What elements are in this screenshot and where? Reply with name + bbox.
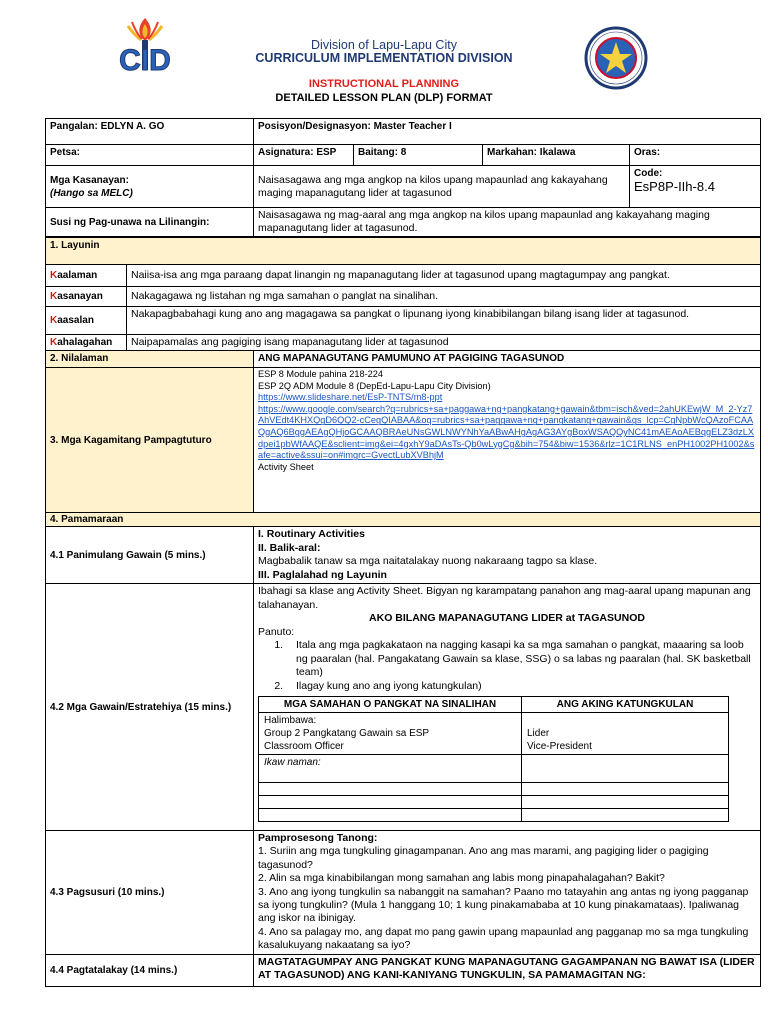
oras-cell: Oras: xyxy=(630,145,761,166)
melc-label: Mga Kasanayan: xyxy=(50,174,129,186)
melc-label-cell xyxy=(46,166,254,208)
pagsusuri-label: 4.3 Pagsusuri (10 mins.) xyxy=(46,831,254,955)
blank-cell[interactable] xyxy=(522,796,729,809)
kahalagahan-text: Naipapamalas ang pagiging isang mapanagutang lider at tagasunod xyxy=(127,335,761,351)
activity-example-cell xyxy=(259,713,522,755)
pamamaraan-header: 4. Pamamaraan xyxy=(46,513,761,527)
document-header xyxy=(0,0,768,118)
question-1: 1. Suriin ang mga tungkuling ginagampanan. Ano ang mas marami, ang pagiging lider o pagiging tagasunod? xyxy=(258,845,709,871)
pamprosesong-tanong: Pamprosesong Tanong: xyxy=(258,832,378,844)
panuto-label: Panuto: xyxy=(258,625,295,638)
blank-cell[interactable] xyxy=(259,783,522,796)
susi-text-cell: Naisasagawa ng mag-aaral ang mga angkop na kilos upang mapaunlad ang kakayahang maging mapanagutang lider at tagasunod. xyxy=(254,208,761,237)
example-2-role: Vice-President xyxy=(527,741,592,752)
kagamitan-line3: Activity Sheet xyxy=(258,461,314,472)
code-label: Code: xyxy=(634,168,663,179)
example-label: Halimbawa: xyxy=(264,715,317,726)
example-2-samahan: Classroom Officer xyxy=(264,741,344,752)
kaalaman-text: Naiisa-isa ang mga paraang dapat linangin ng mapanagutang lider at tagasunod upang magtagumpay ang pangkat. xyxy=(127,265,761,287)
slideshare-link[interactable]: https://www.slideshare.net/EsP-TNTS/m8-ppt xyxy=(258,392,443,403)
kagamitan-line2: ESP 2Q ADM Module 8 (DepEd-Lapu-Lapu City Division) xyxy=(258,380,491,391)
kasanayan-text: Nakagagawa ng listahan ng mga samahan o panglat na sinalihan. xyxy=(127,287,761,307)
activity-table xyxy=(258,696,729,822)
blank-cell[interactable] xyxy=(522,783,729,796)
google-search-link[interactable]: https://www.google.com/search?q=rubrics+sa+paggawa+ng+pangkatang+gawain&tbm=isch&ved=2ahUKEwjW_M_2-Yz7AhVEdt4KHXQgD6QQ2-cCegQIABAA&oq=rubrics+sa+paggawa+ng+pangkatang+gawain&gs_lcp=CgNpbWcQAzoFCAAQgAQ6BggAEAgQHjoGCAAQBRAeUNsGWLNWYNhYaABwAHgAgAG3AYgBoxWSAQQyNC41mAEAoAEBqgELZ3dzLXdpei1pbWfAAQE&sclient=img&ei=4gxhY9aDAsTs-Qb0wLygCg&bih=754&biw=1536&rlz=1C1RLNS_enPH1002PH1002&safe=active&ssui=on#imgrc=GvectLubXVBhjM xyxy=(258,403,755,461)
kaalaman-label: Kaalaman xyxy=(46,265,127,287)
lesson-plan-document xyxy=(45,118,760,987)
routinary-activities: I. Routinary Activities xyxy=(258,528,365,540)
example-1-role: Lider xyxy=(527,728,550,739)
ikaw-naman-cell: Ikaw naman: xyxy=(259,755,522,783)
gawain-label: 4.2 Mga Gawain/Estratehiya (15 mins.) xyxy=(46,584,254,831)
layunin-header: 1. Layunin xyxy=(46,238,761,265)
question-2: 2. Alin sa mga kinabibilangan mong samahan ang labis mong pinapahalagahan? Bakit? xyxy=(258,872,665,885)
kaasalan-label: Kaasalan xyxy=(46,307,127,335)
baitang-cell: Baitang: 8 xyxy=(354,145,483,166)
panuto-step: 1. Itala ang mga pagkakataon na nagging kasapi ka sa mga samahan o pangkat, maaaring sa loob ng paaralan (hal. Pangakatang Gawain sa klase, SSG) o sa labas ng paaralan (hal. SK basketball team) xyxy=(286,639,756,680)
blank-cell[interactable] xyxy=(522,809,729,822)
activity-col-samahan: MGA SAMAHAN O PANGKAT NA SINALIHAN xyxy=(259,697,522,713)
example-1-samahan: Group 2 Pangkatang Gawain sa ESP xyxy=(264,728,430,739)
kagamitan-content xyxy=(254,368,761,513)
posisyon-cell: Posisyon/Designasyon: Master Teacher I xyxy=(254,119,761,145)
blank-cell[interactable] xyxy=(522,755,729,783)
question-3: 3. Ano ang iyong tungkulin sa nabanggit na samahan? Paano mo tatayahin ang antas ng iyong pagganap sa iyong tungkulin? (Mula 1 hanggang 10; 1 kung pinakamababa at 10 kung pinakamataas). Ipaliwanag ang iskor na ibinigay. xyxy=(258,885,749,925)
pangalan-cell: Pangalan: EDLYN A. GO xyxy=(46,119,254,145)
gawain-intro: Ibahagi sa klase ang Activity Sheet. Bigyan ng karampatang panahon ang mag-aaral upang mapunan ang talahanayan. xyxy=(258,585,751,611)
melc-text-cell: Naisasagawa ang mga angkop na kilos upang mapaunlad ang kakayahang maging mapanagutang lider at tagasunod xyxy=(254,166,630,208)
svg-text:CID: CID xyxy=(119,44,171,77)
panuto-step: 2. Ilagay kung ano ang iyong katungkulan) xyxy=(286,680,756,694)
panimulang-content xyxy=(254,527,761,584)
kagamitan-label: 3. Mga Kagamitang Pampagtuturo xyxy=(46,368,254,513)
activity-col-katungkulan: ANG AKING KATUNGKULAN xyxy=(522,697,729,713)
blank-cell[interactable] xyxy=(259,809,522,822)
balik-aral-text: Magbabalik tanaw sa mga naitatalakay nuong nakaraang tagpo sa klase. xyxy=(258,555,598,567)
kasanayan-label: Kasanayan xyxy=(46,287,127,307)
kagamitan-line1: ESP 8 Module pahina 218-224 xyxy=(258,369,383,379)
petsa-cell: Petsa: xyxy=(46,145,254,166)
susi-label-cell: Susi ng Pag-unawa na Lilinangin: xyxy=(46,208,254,237)
dlp-format-title: DETAILED LESSON PLAN (DLP) FORMAT xyxy=(275,92,493,104)
pagsusuri-content xyxy=(254,831,761,955)
panuto-steps xyxy=(286,639,756,693)
lesson-body-table xyxy=(45,237,761,987)
nilalaman-text: ANG MAPANAGUTANG PAMUMUNO AT PAGIGING TAGASUNOD xyxy=(254,351,761,368)
code-cell xyxy=(630,166,761,208)
kahalagahan-label: Kahalagahan xyxy=(46,335,127,351)
melc-sublabel: (Hango sa MELC) xyxy=(50,187,133,199)
kaasalan-text: Nakapagbabahagi kung ano ang magagawa sa pangkat o lipunang iyong kinabibilangan bilang isang lider at tagasunod. xyxy=(127,307,761,335)
panimulang-label: 4.1 Panimulang Gawain (5 mins.) xyxy=(46,527,254,584)
deped-seal-logo xyxy=(584,26,648,90)
activity-title: AKO BILANG MAPANAGUTANG LIDER at TAGASUNOD xyxy=(369,612,645,624)
instructional-planning-title: INSTRUCTIONAL PLANNING xyxy=(308,78,460,90)
pagtatalakay-label: 4.4 Pagtatalakay (14 mins.) xyxy=(46,954,254,986)
cid-title: CURRICULUM IMPLEMENTATION DIVISION xyxy=(255,51,513,65)
activity-example-role-cell xyxy=(522,713,729,755)
pagtatalakay-text: MAGTATAGUMPAY ANG PANGKAT KUNG MAPANAGUTANG GAGAMPANAN NG BAWAT ISA (LIDER AT TAGASUNOD) ANG KANI-KANIYANG TUNGKULIN, SA PAMAMAGITAN NG: xyxy=(254,954,761,986)
paglalahad-layunin: III. Paglalahad ng Layunin xyxy=(258,568,387,581)
asignatura-cell: Asignatura: ESP xyxy=(254,145,354,166)
markahan-cell: Markahan: Ikalawa xyxy=(483,145,630,166)
gawain-content xyxy=(254,584,761,831)
info-table xyxy=(45,118,761,237)
question-4: 4. Ano sa palagay mo, ang dapat mo pang gawin upang mapaunlad ang pagganap mo sa mga tungkuling kasalukuyang nakaatang sa iyo? xyxy=(258,925,749,952)
blank-cell[interactable] xyxy=(259,796,522,809)
balik-aral: II. Balik-aral: xyxy=(258,541,321,554)
melc-code: EsP8P-IIh-8.4 xyxy=(634,179,715,194)
nilalaman-label: 2. Nilalaman xyxy=(46,351,254,368)
division-name: Division of Lapu-Lapu City xyxy=(311,38,457,52)
